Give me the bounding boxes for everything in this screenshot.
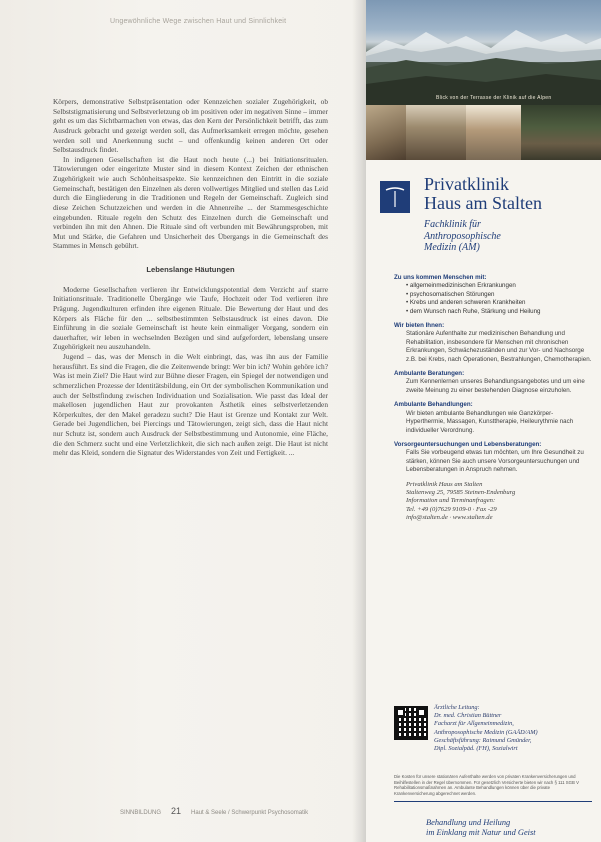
qr-code[interactable] (394, 706, 428, 740)
list-item: • allgemeinmedizinischen Erkrankungen (406, 282, 592, 290)
slogan-line: Behandlung und Heilung (426, 818, 511, 827)
contact-block (394, 481, 592, 523)
slogan (426, 818, 596, 838)
management-line: Geschäftsführung: Raimund Gmünder, (434, 736, 532, 744)
article-paragraph: Körpers, demonstrative Selbstpräsentation oder Kennzeichen sozialer Zugehörigkeit, ob Selbststigmatisierung und Selbstverletzung ob im positiven oder im negativen Sinne – immer geht es um das Sichtbarmachen von etwas, das den Kern der Persönlichkeit betrifft, das zum Ausdruck gebracht und gezeigt werden soll, das Aufmerksamkeit erregen möchte, gesehen werden soll und Anerkennung sucht – und offenkundig keinen anderen Ort oder Selbstausdruck findet. (53, 97, 328, 155)
article-paragraph: In indigenen Gesellschaften ist die Haut noch heute (...) bei Initiationsritualen. Tätowierungen oder eingeritzte Muster sind in diesem Kontext Zeichen der ethnischen Zugehörigkeit wie auch Schönheitsaspekte. Sie kennzeichnen den Eintritt in die soziale Gemeinschaft, bestätigen den Einzelnen als deren vollwertiges Mitglied und stellen das Leid durch die Eingliederung in die Traditionen und Regeln der Gemeinschaft. Zugleich sind diese Zeichen Schutzzeichen und werden in die Ahnenreihe ... der Stammesgeschichte eingebunden. Rituale regeln den Schutz des Einzelnen durch die Gemeinschaft und verbinden ihn mit den Ahnen. Die Rituale sind oft verbunden mit Bewährungsproben, mit Mut und Stärke, die Gefahren und Unsicherheit des Übergangs in die Gemeinschaft des Stammes in Mensch gebührt. (53, 154, 328, 251)
section-title: Vorsorgeuntersuchungen und Lebensberatungen: (394, 440, 542, 448)
clinic-ad-page (366, 0, 601, 842)
contact-line: Tel. +49 (0)7629 9109-0 · Fax -29 (406, 505, 497, 513)
page-number: 21 (171, 806, 182, 816)
condition-list (394, 282, 592, 316)
management-line: Dipl. Sozialpäd. (FH), Sozialwirt (434, 745, 518, 753)
clinic-subtitle-line: Fachklinik für (424, 219, 481, 230)
list-item: • dem Wunsch nach Ruhe, Stärkung und Heilung (406, 308, 592, 316)
article-paragraph: Jugend – das, was der Mensch in die Welt einbringt, das, was ihn aus der Familie herausführt. Es sind die Fragen, die die Zeitenwende bringt: Wer bin ich? Wohin gehöre ich? Was ist mein Ziel? Die Haut wird zur Bühne dieser Fragen, ein Spiegel der notwendigen und schmerzlichen Prozesse der Identitätsbildung, ein Ort der symbolischen Kommunikation und auch der Selbstfindung zwischen Individuation und Sozialisation. Wie passt das Ideal der makellosen jugendlichen Haut zur provokanten Ästhetik eines selbstverletzenden Körperkultes, der den Makel geradezu sucht? Die Haut ist Grenze und Kontakt zur Welt. Gerade bei Jugendlichen, bei Piercings und Tätowierungen, zeigt sich, dass die Haut nicht nur Schutz ist, sondern auch Ausdruck der Selbstbestimmung und Autonomie, eine Fläche, die den Schmerz sucht und eine Verletzlichkeit, die sich nach außen zeigt. Die Haut ist nicht mehr das Kleid, sondern die Signatur des Widerstandes von Zeit und Fertigkeit. ... (53, 352, 328, 458)
section-title: Ambulante Behandlungen: (394, 401, 473, 409)
contact-line: Information und Terminanfragen: (406, 497, 496, 505)
section-heading: Lebenslange Häutungen (146, 265, 235, 274)
list-item: • Krebs und anderen schweren Krankheiten (406, 299, 592, 307)
section-text: Falls Sie vorbeugend etwas tun möchten, um Ihre Gesundheit zu stärken, können Sie auch unsere Vorsorgeuntersuchungen und Lebensberatungen in Anspruch nehmen. (406, 449, 584, 474)
management-line: Facharzt für Allgemeinmedizin, (434, 720, 514, 728)
article-paragraph: Moderne Gesellschaften verlieren ihr Entwicklungspotential dem Verzicht auf starre Initiationsrituale. Traditionelle Übergänge wie Taufe, Hochzeit oder Tod verlieren ihre Prägung. Jugendkulturen erfinden ihre eigenen Rituale. Die Bewertung der Haut und des Körpers als Fläche für den ... selbstbestimmten Selbstausdruck ist eines davon. Die Einführung in die soziale Gemeinschaft ist heute kein einmaliger Vorgang, sondern ein dauerhafter, wir leben in wechselnden Bezügen und sind aufgefordert, lebenslang unsere Zugehörigkeit neu auszuhandeln. (53, 284, 328, 352)
section-text: Wir bieten ambulante Behandlungen wie Ganzkörper-Hyperthermie, Massagen, Kunsttherapie, Heileurythmie nach individueller Verordnung. (406, 409, 574, 434)
article-body (53, 97, 328, 458)
management-line: Dr. med. Christian Büttner (434, 712, 502, 720)
section-title: Ambulante Beratungen: (394, 370, 465, 378)
contact-line: Privatklinik Haus am Stalten (406, 480, 483, 488)
page-footer (120, 806, 350, 816)
clinic-name-line: Haus am Stalten (424, 193, 542, 213)
footer-label: SINNBILDUNG (120, 810, 162, 816)
clinic-photo (466, 105, 521, 160)
management-line: Anthroposophische Medizin (GAÄD/AM) (434, 728, 538, 736)
clinic-subtitle (424, 219, 599, 254)
clinic-name-line: Privatklinik (424, 174, 509, 194)
section-text: Zum Kennenlernen unseres Behandlungsangebotes und um eine zweite Meinung zu einer bestehenden Diagnose einzuholen. (406, 378, 585, 394)
clinic-subtitle-line: Anthroposophische (424, 230, 501, 242)
section-title: Zu uns kommen Menschen mit: (394, 274, 487, 281)
slogan-line: im Einklang mit Natur und Geist (426, 828, 536, 837)
photo-strip (366, 105, 601, 160)
footer-note: Haut & Seele / Schwerpunkt Psychosomatik (191, 810, 309, 816)
clinic-photo (366, 105, 406, 160)
contact-line: Staltenweg 25, 79585 Steinen-Endenburg (406, 488, 516, 496)
clinic-name (424, 175, 599, 213)
management-block (434, 704, 594, 753)
list-item: • psychosomatischen Störungen (406, 291, 592, 299)
landscape-photo (366, 0, 601, 105)
clinic-photo (521, 105, 601, 160)
divider (394, 801, 592, 802)
photo-caption: Blick von der Terrasse der Klinik auf die Alpen (436, 95, 552, 101)
fine-print: Die Kosten für unsere stationären Aufenthalte werden von privaten Krankenversicherungen und Beihilfestellen in der Regel übernommen. Für gesetzlich Versicherte bieten wir nach § 111 SGB V Rehabilitationsmaßnahmen an. Ambulante Behandlungen können über die private Krankenversicherung abgerechnet werden. (394, 774, 579, 796)
contact-line: info@stalten.de · www.stalten.de (406, 514, 493, 522)
running-head: Ungewöhnliche Wege zwischen Haut und Sinnlichkeit (110, 18, 287, 25)
section-title: Wir bieten Ihnen: (394, 322, 445, 330)
section-text: Stationäre Aufenthalte zur medizinischen Behandlung und Rehabilitation, insbesondere für Menschen mit chronischen Erkrankungen, Schwächezuständen und zur Vor- und Nachsorge z.B. bei Krebs, nach Operationen, Bestrahlungen, Chemotherapien. (406, 330, 592, 363)
management-title: Ärztliche Leitung: (434, 704, 480, 711)
clinic-photo (406, 105, 466, 160)
clinic-logo-icon (380, 181, 410, 213)
clinic-info (394, 268, 592, 523)
page-fold-shadow (352, 0, 366, 842)
clinic-subtitle-line: Medizin (AM) (424, 242, 480, 253)
